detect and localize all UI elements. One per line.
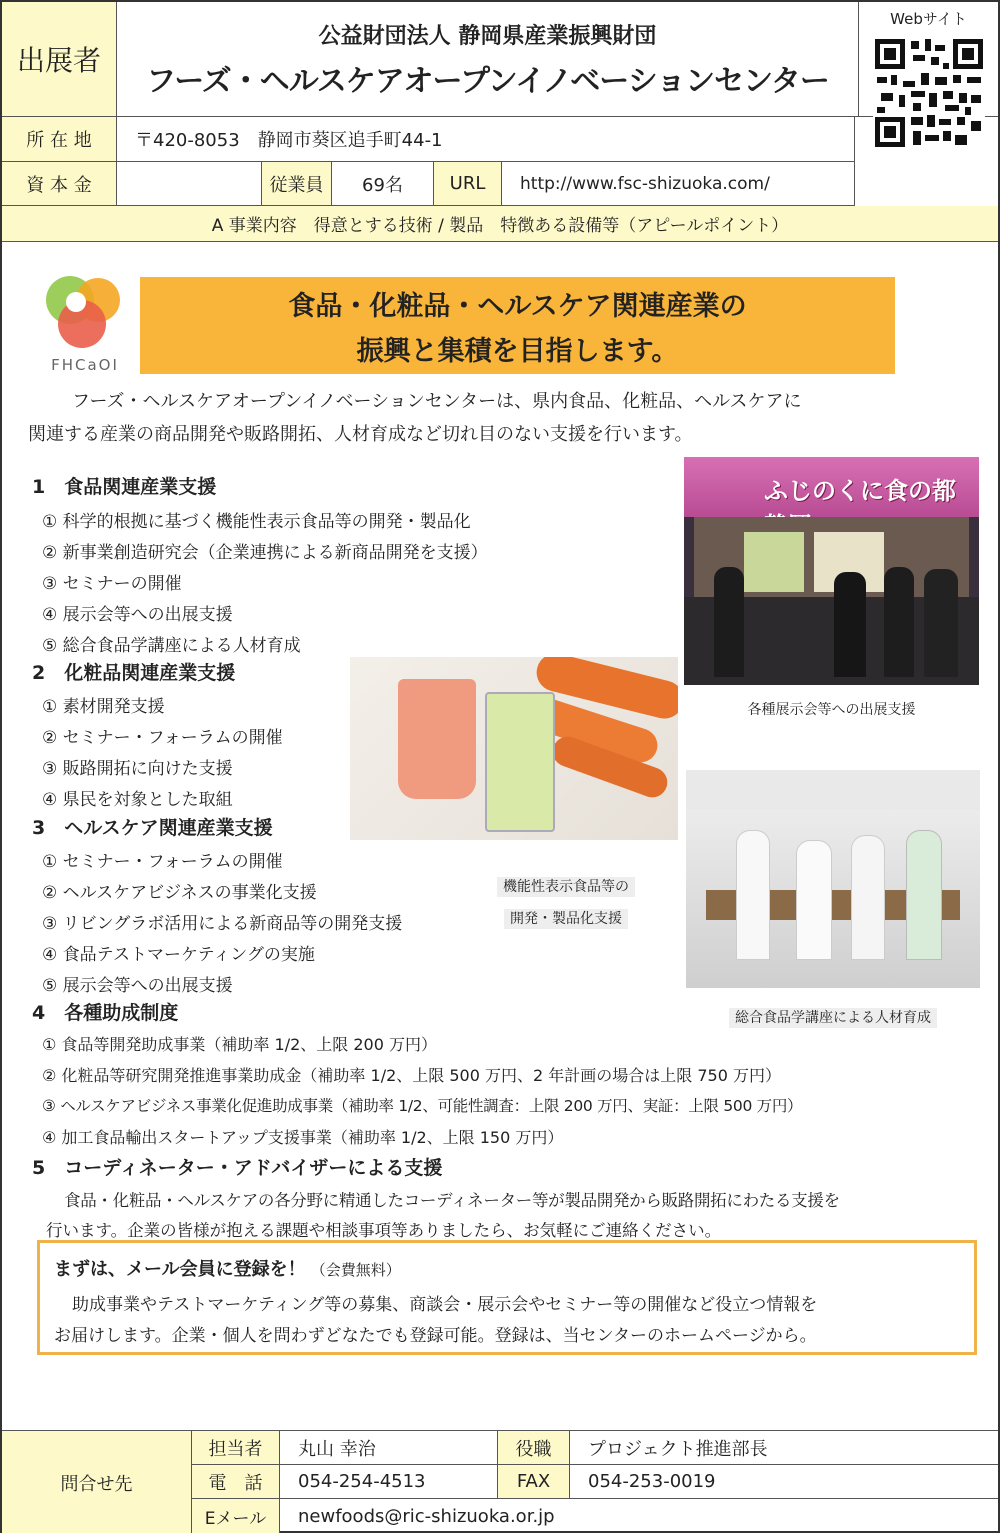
- org-line1: 公益財団法人 静岡県産業振興財団: [318, 23, 657, 49]
- ceiling: [686, 770, 980, 810]
- list-item: ② 化粧品等研究開発推進事業助成金（補助率 1/2、上限 500 万円、2 年計画の場合は上限 750 万円）: [42, 1066, 781, 1085]
- section5-title: 5 コーディネーター・アドバイザーによる支援: [32, 1157, 443, 1179]
- person-figure: [884, 567, 914, 677]
- qr-code[interactable]: [873, 37, 985, 149]
- exhibition-caption: 各種展示会等への出展支援: [747, 702, 916, 718]
- banner-line2: 振興と集積を目指します。: [356, 335, 679, 367]
- seminar-caption: [686, 1007, 980, 1027]
- person-figure: [924, 569, 958, 677]
- section-bar-text: A 事業内容 得意とする技術 / 製品 特徴ある設備等（アピールポイント）: [211, 216, 789, 236]
- callout-title: まずは、メール会員に登録を！: [54, 1259, 306, 1280]
- seminar-caption-text: 総合食品学講座による人材育成: [729, 1008, 937, 1028]
- url-value-cell: [502, 162, 855, 205]
- web-label: Webサイト: [890, 10, 967, 28]
- person-figure: [834, 572, 866, 677]
- header-row: [2, 2, 998, 117]
- email-label-cell: [192, 1499, 280, 1533]
- list-item: ① 科学的根拠に基づく機能性表示食品等の開発・製品化: [42, 512, 471, 532]
- list-item: ① セミナー・フォーラムの開催: [42, 852, 283, 872]
- headline-banner: [140, 277, 895, 374]
- capital-row: [2, 162, 855, 206]
- address-label-cell: [2, 117, 117, 161]
- position-label: 役職: [515, 1438, 552, 1460]
- employees-value-cell: [332, 162, 434, 205]
- person-value-cell: [280, 1431, 498, 1464]
- address-row: [2, 117, 855, 162]
- person-figure: [714, 567, 744, 677]
- url-label: URL: [449, 173, 486, 194]
- person-figure: [736, 830, 770, 960]
- person-figure: [796, 840, 832, 960]
- list-item: ⑤ 展示会等への出展支援: [42, 976, 233, 996]
- contact-section: [2, 1430, 998, 1533]
- email-link[interactable]: newfoods@ric-shizuoka.or.jp: [298, 1506, 555, 1527]
- list-item: ④ 食品テストマーケティングの実施: [42, 945, 315, 965]
- email-value-cell: [280, 1499, 998, 1533]
- qr-code-graphic: [873, 37, 985, 149]
- juice-can: [485, 692, 555, 832]
- position-label-cell: [498, 1431, 570, 1464]
- callout-heading: [54, 1255, 401, 1281]
- url-link[interactable]: http://www.fsc-shizuoka.com/: [520, 173, 770, 194]
- contact-label-cell: [2, 1431, 192, 1533]
- address-value-cell: [117, 117, 855, 161]
- capital-label-cell: [2, 162, 117, 205]
- address-label: 所 在 地: [26, 130, 92, 151]
- address-value: 〒420-8053 静岡市葵区追手町44-1: [135, 130, 443, 151]
- fhcaoi-logo: [40, 272, 130, 372]
- section-bar: [2, 206, 998, 242]
- employees-value: 69名: [362, 174, 403, 196]
- fax-value: 054-253-0019: [588, 1471, 716, 1492]
- url-label-cell: [434, 162, 502, 205]
- intro-line1: フーズ・ヘルスケアオープンイノベーションセンターは、県内食品、化粧品、ヘルスケアに: [72, 391, 802, 412]
- position-value: プロジェクト推進部長: [588, 1438, 768, 1460]
- booth-poster: [744, 532, 804, 592]
- intro-line2: 関連する産業の商品開発や販路開拓、人材育成など切れ目のない支援を行います。: [28, 424, 693, 445]
- list-item: ③ リビングラボ活用による新商品等の開発支援: [42, 914, 403, 934]
- exhibitor-label: 出展者: [16, 44, 101, 77]
- phone-value-cell: [280, 1465, 498, 1498]
- email-label: Eメール: [204, 1509, 267, 1529]
- contact-label: 問合せ先: [60, 1473, 133, 1495]
- fax-value-cell: [570, 1465, 998, 1498]
- list-item: ② 新事業創造研究会（企業連携による新商品開発を支援）: [42, 543, 488, 563]
- list-item: ④ 展示会等への出展支援: [42, 605, 233, 625]
- org-line2: フーズ・ヘルスケアオープンイノベーションセンター: [146, 63, 829, 99]
- employees-label-cell: [262, 162, 332, 205]
- person-label-cell: [192, 1431, 280, 1464]
- list-item: ① 食品等開発助成事業（補助率 1/2、上限 200 万円）: [42, 1035, 437, 1054]
- org-name-cell: [117, 2, 859, 116]
- section5-text-line2: 行います。企業の皆様が抱える課題や相談事項等ありましたら、お気軽にご連絡ください。: [46, 1221, 722, 1240]
- person-value: 丸山 幸治: [298, 1438, 376, 1460]
- banner-line1: 食品・化粧品・ヘルスケア関連産業の: [288, 290, 747, 322]
- person-figure: [906, 830, 942, 960]
- list-item: ④ 加工食品輸出スタートアップ支援事業（補助率 1/2、上限 150 万円）: [42, 1128, 564, 1147]
- fax-label: FAX: [516, 1471, 551, 1492]
- product-caption-line2: [482, 908, 650, 928]
- capital-value-cell: [117, 162, 262, 205]
- product-photo: [350, 657, 678, 840]
- section5-text-line1: 食品・化粧品・ヘルスケアの各分野に精通したコーディネーター等が製品開発から販路開拓にわたる支援を: [64, 1191, 840, 1210]
- section1-title: 1 食品関連産業支援: [32, 476, 217, 498]
- list-item: ③ ヘルスケアビジネス事業化促進助成事業（補助率 1/2、可能性調査：上限 200 万円、実証：上限 500 万円）: [42, 1097, 803, 1115]
- product-caption-text1: 機能性表示食品等の: [497, 877, 635, 897]
- list-item: ③ セミナーの開催: [42, 574, 182, 594]
- exhibitor-label-cell: [2, 2, 117, 116]
- callout-line1: 助成事業やテストマーケティング等の募集、商談会・展示会やセミナー等の開催など役立つ情報を: [72, 1295, 818, 1315]
- juice-glass: [398, 679, 476, 799]
- list-item: ④ 県民を対象とした取組: [42, 790, 233, 810]
- fax-label-cell: [498, 1465, 570, 1498]
- seminar-photo: [686, 770, 980, 988]
- list-item: ② ヘルスケアビジネスの事業化支援: [42, 883, 317, 903]
- product-caption-line1: [482, 876, 650, 896]
- section4-title: 4 各種助成制度: [32, 1002, 179, 1024]
- person-figure: [851, 835, 885, 960]
- web-cell: [859, 2, 998, 116]
- capital-label: 資 本 金: [26, 174, 92, 196]
- callout-line2: お届けします。企業・個人を問わずどなたでも登録可能。登録は、当センターのホームページから。: [54, 1326, 817, 1346]
- phone-value[interactable]: 054-254-4513: [298, 1471, 426, 1492]
- logo-text: FHCaOI: [51, 356, 119, 374]
- position-value-cell: [570, 1431, 998, 1464]
- callout-note: （会費無料）: [310, 1261, 401, 1279]
- product-caption-text2: 開発・製品化支援: [504, 909, 628, 929]
- exhibition-sign-text: ふじのくに食の都: [764, 477, 956, 505]
- phone-label: 電 話: [208, 1472, 263, 1494]
- logo-circles-icon: [40, 272, 130, 352]
- list-item: ① 素材開発支援: [42, 697, 165, 717]
- list-item: ② セミナー・フォーラムの開催: [42, 728, 283, 748]
- contact-row-email: [192, 1499, 998, 1533]
- person-label: 担当者: [208, 1438, 263, 1460]
- list-item: ③ 販路開拓に向けた支援: [42, 759, 233, 779]
- mail-member-callout: [37, 1240, 977, 1355]
- phone-label-cell: [192, 1465, 280, 1498]
- section3-title: 3 ヘルスケア関連産業支援: [32, 817, 273, 839]
- contact-row-person: [192, 1431, 998, 1465]
- list-item: ⑤ 総合食品学講座による人材育成: [42, 636, 301, 656]
- section2-title: 2 化粧品関連産業支援: [32, 662, 236, 684]
- exhibition-photo: [684, 457, 979, 685]
- employees-label: 従業員: [269, 174, 324, 196]
- contact-row-phone: [192, 1465, 998, 1499]
